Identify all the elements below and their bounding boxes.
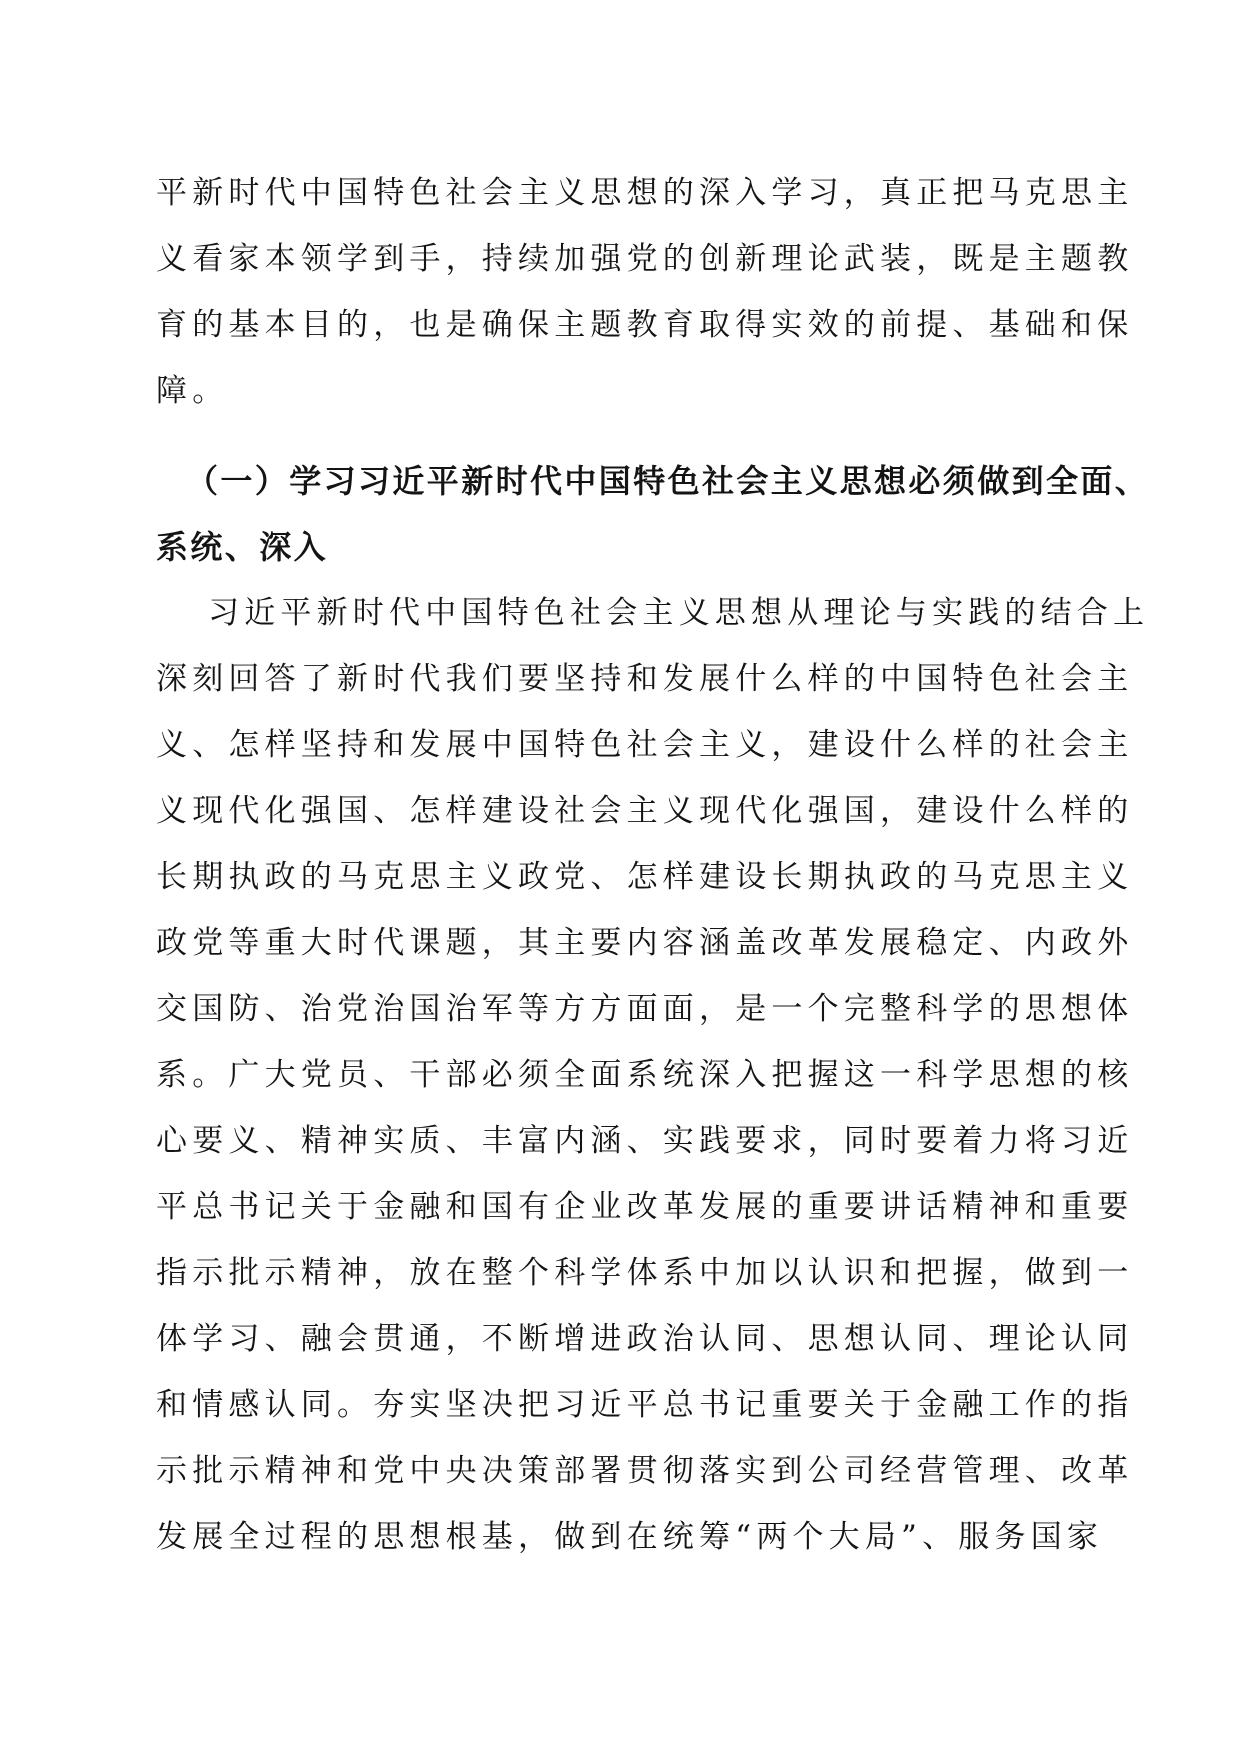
text-line: 深刻回答了新时代我们要坚持和发展什么样的中国特色社会主 <box>156 661 1134 697</box>
section-heading <box>156 448 1150 580</box>
text-line: 习近平新时代中国特色社会主义思想从理论与实践的结合上 <box>208 595 1150 631</box>
text-line: 系。广大党员、干部必须全面系统深入把握这一科学思想的核 <box>156 1057 1134 1093</box>
text-line: 义、怎样坚持和发展中国特色社会主义，建设什么样的社会主 <box>156 727 1134 763</box>
text-line: 示批示精神和党中央决策部署贯彻落实到公司经营管理、改革 <box>156 1453 1134 1489</box>
text-line: 义现代化强国、怎样建设社会主义现代化强国，建设什么样的 <box>156 793 1134 829</box>
text-line: 义看家本领学到手，持续加强党的创新理论武装，既是主题教 <box>156 241 1134 277</box>
text-line: 交国防、治党治国治军等方方面面，是一个完整科学的思想体 <box>156 991 1134 1027</box>
text-line: 平总书记关于金融和国有企业改革发展的重要讲话精神和重要 <box>156 1189 1134 1225</box>
heading-line: （一）学习习近平新时代中国特色社会主义思想必须做到全面、 <box>186 462 1150 500</box>
paragraph-intro <box>156 160 1134 424</box>
text-line: 指示批示精神，放在整个科学体系中加以认识和把握，做到一 <box>156 1255 1134 1291</box>
text-line: 政党等重大时代课题，其主要内容涵盖改革发展稳定、内政外 <box>156 925 1134 961</box>
heading-line: 系统、深入 <box>156 528 329 566</box>
text-line: 心要义、精神实质、丰富内涵、实践要求，同时要着力将习近 <box>156 1123 1134 1159</box>
text-line: 长期执政的马克思主义政党、怎样建设长期执政的马克思主义 <box>156 859 1134 895</box>
text-line: 和情感认同。夯实坚决把习近平总书记重要关于金融工作的指 <box>156 1387 1134 1423</box>
text-line: 育的基本目的，也是确保主题教育取得实效的前提、基础和保 <box>156 307 1134 343</box>
paragraph-body <box>156 580 1150 1570</box>
text-line: 体学习、融会贯通，不断增进政治认同、思想认同、理论认同 <box>156 1321 1134 1357</box>
text-line: 障。 <box>156 373 229 409</box>
text-line: 发展全过程的思想根基，做到在统筹“两个大局”、服务国家 <box>156 1519 1104 1555</box>
text-line: 平新时代中国特色社会主义思想的深入学习，真正把马克思主 <box>156 175 1134 211</box>
